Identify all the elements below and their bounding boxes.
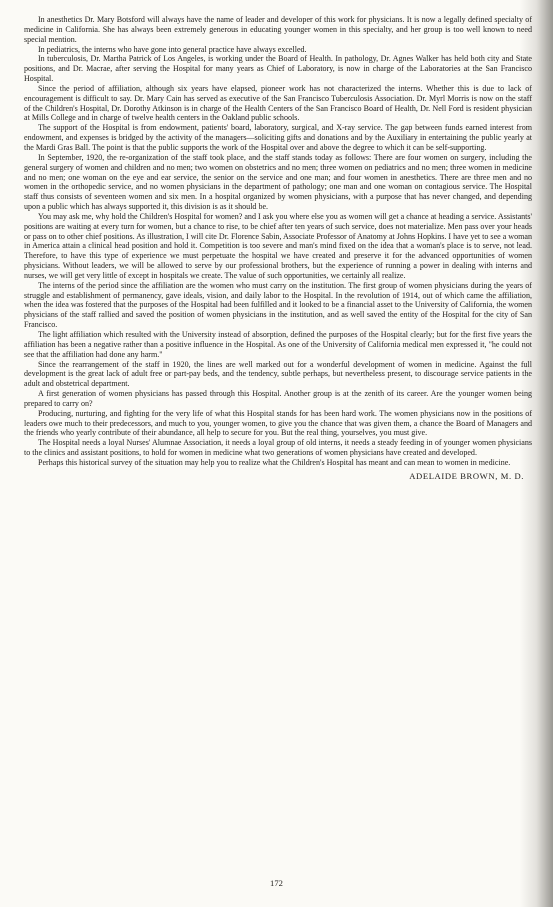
paragraph-hard-work: Producing, nurturing, and fighting for the very life of what this Hospital stands for has been hard work. The women physicians now in the positions of leaders owe much to their predecessors, and much to you, younger women, to give you the chance that was given them, a chance the Board of Managers and the friends who yearly contribute of their abundance, all help to secure for you. But the real thing, yourselves, you must give.: [24, 408, 532, 438]
paragraph-interns-carry-on: The interns of the period since the affiliation are the women who must carry on the institution. The first group of women physicians during the years of struggle and establishment of permanency, gave ideals, vision, and daily labor to the Hospital. In the revolution of 1914, out of which came the affiliation, when the idea was fostered that the purposes of the Hospital had been fulfilled and it looked to be a financial asset to the University of California, the women physicians of the staff rallied and saved the position of women physicians in the institution, and as well saved the entity of the Hospital for the city of San Francisco.: [24, 280, 532, 330]
paragraph-anesthetics: In anesthetics Dr. Mary Botsford will always have the name of leader and developer of this work for physicians. It is now a legally defined specialty of medicine in California. She has always been extremely generous in educating younger women in this specialty, and her group is too well known to need special mention.: [24, 15, 532, 44]
paragraph-why-hold-hospital: You may ask me, why hold the Children's Hospital for women? and I ask you where else you as women will get a chance at heading a service. Assistants' positions are waiting at every turn for women, but a chance to rise, to be chief after ten years of such service, does not materialize. Men pass over your heads or pass on to other chief positions. As illustration, I will cite Dr. Florence Sabin, Associate Professor of Anatomy at Johns Hopkins. I have yet to see a woman in America attain a clinical head position and hold it. Competition is too severe and man's mind fixed on the idea that a woman's place is to serve, not lead. Therefore, to have this type of experience we must perpetuate the hospital we have created and preserve it for the advanced opportunities of women physicians. Without leaders, we will be allowed to serve by our professional brothers, but the experience of running a power in dealing with interns and nurses, we will get very little of except in hospitals we create. The value of such opportunities, we certainly all realize.: [24, 211, 532, 280]
paragraph-staff-reorganization: In September, 1920, the re-organization of the staff took place, and the staff stands today as follows: There are four women on surgery, including the general surgery of women and children and no men; two women on obstetrics and no men; three women on pediatrics and no men; three women in medicine and no men; one woman on the eye and ear service, the senior on the service and one man; and four women in anesthetics. There are three men and no women in the orthopedic service, and no women physicians in the department of pathology; one man and one woman on contagious service. The Hospital staff thus consists of seventeen women and six men. In a hospital organized by women physicians, with a purpose that has never changed, and depending upon a public which has always supported it, this division is as it should be.: [24, 152, 532, 212]
paragraph-pediatrics: In pediatrics, the interns who have gone into general practice have always excelled.: [38, 44, 307, 54]
paragraph-conclusion: Perhaps this historical survey of the situation may help you to realize what the Children's Hospital has meant and can mean to women in medicine.: [38, 457, 511, 467]
paragraph-first-generation: A first generation of women physicians has passed through this Hospital. Another group is at the zenith of its career. Are the younger women being prepared to carry on?: [24, 389, 532, 408]
paragraph-hospital-support: The support of the Hospital is from endowment, patients' board, laboratory, surgical, and X-ray service. The gap between funds earned interest from endowment, and expenses is bridged by the activity of the managers—soliciting gifts and donations and by the Auxiliary in entertaining the public yearly at the Mardi Gras Ball. The point is that the public supports the work of the Hospital over and above the degree to which it can be self-supporting.: [24, 123, 532, 152]
author-signature: ADELAIDE BROWN, M. D.: [409, 470, 524, 481]
paragraph-affiliation-period: Since the period of affiliation, although six years have elapsed, pioneer work has not characterized the interns. Whether this is due to lack of encouragement is difficult to say. Dr. Mary Cain has served as executive of the San Francisco Tuberculosis Association. Dr. Myrl Morris is now on the staff of the Children's Hospital, Dr. Dorothy Atkinson is in charge of the Health Centers of the San Francisco Board of Health, Dr. Nell Ford is resident physician at Mills College and in charge of twelve health centers in the Oakland public schools.: [24, 83, 532, 123]
paragraph-rearrangement: Since the rearrangement of the staff in 1920, the lines are well marked out for a wonderful development of women in medicine. Against the full development is the great lack of adult free or part-pay beds, and the tendency, subtle perhaps, but nevertheless present, to discourage service patients in the adult and obstetrical department.: [24, 359, 532, 389]
article-text: [24, 15, 532, 831]
paragraph-light-affiliation: The light affiliation which resulted with the University instead of absorption, defined the purposes of the Hospital clearly; but for the first five years the affiliation has been a negative rather than a positive influence in the Hospital. As one of the University of California medical men expressed it, "he could not see that the affiliation had done any harm.": [24, 330, 532, 359]
page-number: 172: [270, 878, 283, 888]
paragraph-tuberculosis: In tuberculosis, Dr. Martha Patrick of Los Angeles, is working under the Board of Health. In pathology, Dr. Agnes Walker has held both city and State positions, and Dr. Macrae, after serving the Hospital for many years as Chief of Laboratory, is now in charge of the Laboratories at the San Francisco Hospital.: [24, 54, 532, 84]
paragraph-hospital-needs: The Hospital needs a loyal Nurses' Alumnae Association, it needs a loyal group of old interns, it needs a steady feeding in of younger women physicians to the clinics and assistant positions, to hold for women in medicine what two generations of women physicians have created and developed.: [24, 438, 532, 458]
